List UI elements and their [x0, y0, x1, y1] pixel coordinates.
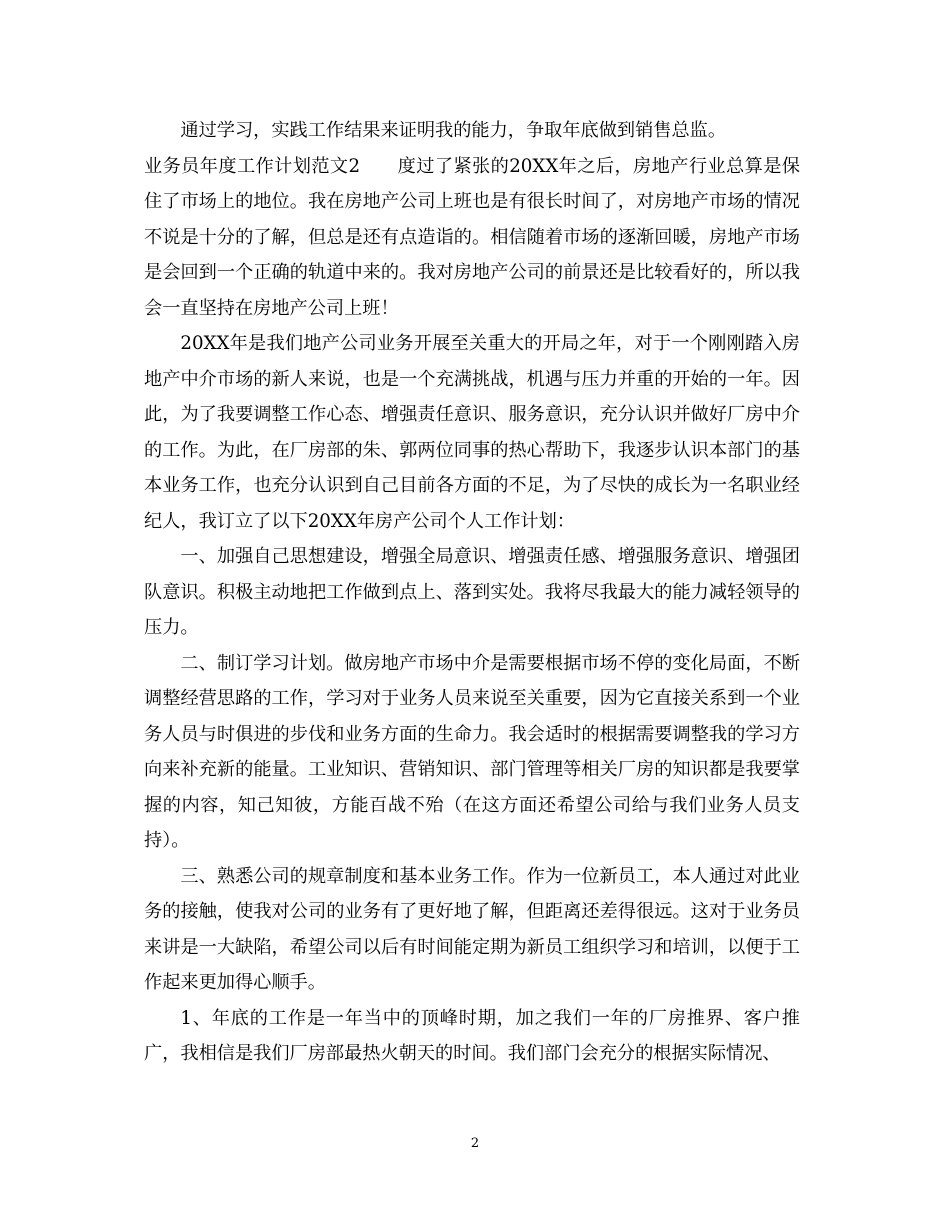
paragraph-2: 业务员年度工作计划范文2 度过了紧张的20XX年之后，房地产行业总算是保住了市场上的地位。我在房地产公司上班也是有很长时间了，对房地产市场的情况不说是十分的了解，但总是还有点造诣的。相信随着市场的逐渐回暖，房地产市场是会回到一个正确的轨道中来的。我对房地产公司的前景还是比较看好的，所以我会一直坚持在房地产公司上班！: [144, 155, 800, 319]
paragraph-5: 二、制订学习计划。做房地产市场中介是需要根据市场不停的变化局面，不断调整经营思路的工作，学习对于业务人员来说至关重要，因为它直接关系到一个业务人员与时俱进的步伐和业务方面的生命力。我会适时的根据需要调整我的学习方向来补充新的能量。工业知识、营销知识、部门管理等相关厂房的知识都是我要掌握的内容，知己知彼，方能百战不殆（在这方面还希望公司给与我们业务人员支持）。: [144, 652, 800, 851]
page-number: 2: [470, 1136, 480, 1151]
paragraph-1: 通过学习，实践工作结果来证明我的能力，争取年底做到销售总监。: [180, 120, 727, 141]
paragraph-3: 20XX年是我们地产公司业务开展至关重大的开局之年，对于一个刚刚踏入房地产中介市场的新人来说，也是一个充满挑战，机遇与压力并重的开始的一年。因此，为了我要调整工作心态、增强责任意识、服务意识，充分认识并做好厂房中介的工作。为此，在厂房部的朱、郭两位同事的热心帮助下，我逐步认识本部门的基本业务工作，也充分认识到自己目前各方面的不足，为了尽快的成长为一名职业经纪人，我订立了以下20XX年房产公司个人工作计划：: [144, 333, 800, 532]
paragraph-6: 三、熟悉公司的规章制度和基本业务工作。作为一位新员工，本人通过对此业务的接触，使我对公司的业务有了更好地了解，但距离还差得很远。这对于业务员来讲是一大缺陷，希望公司以后有时间能定期为新员工组织学习和培训，以便于工作起来更加得心顺手。: [144, 865, 800, 993]
paragraph-4: 一、加强自己思想建设，增强全局意识、增强责任感、增强服务意识、增强团队意识。积极主动地把工作做到点上、落到实处。我将尽我最大的能力减轻领导的压力。: [144, 546, 800, 638]
document-body: [144, 113, 800, 1072]
paragraph-7: 1、年底的工作是一年当中的顶峰时期，加之我们一年的厂房推界、客户推广，我相信是我们厂房部最热火朝天的时间。我们部门会充分的根据实际情况、: [144, 1007, 800, 1064]
